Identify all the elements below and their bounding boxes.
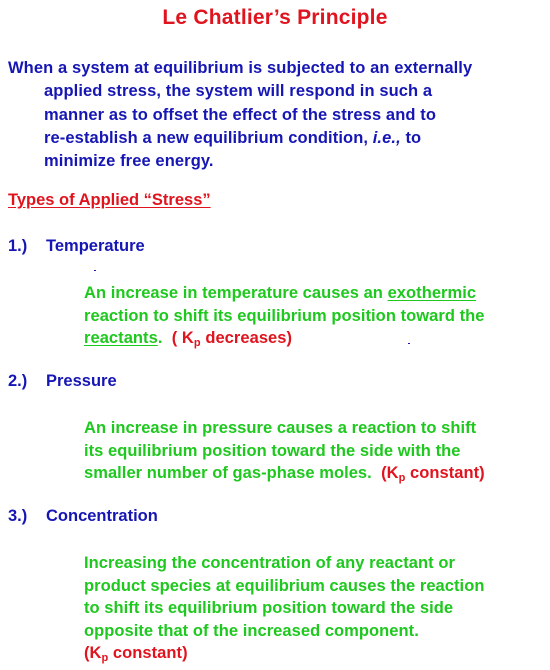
kp-note: ( $K_p$ decreases) bbox=[171, 329, 293, 349]
kp-note: ($K_p$ constant) bbox=[381, 464, 485, 484]
body-line: reaction to shift its equilibrium position toward the bbox=[84, 306, 485, 325]
statement-line: manner as to offset the effect of the stress and to bbox=[44, 105, 437, 124]
kp-note: ($K_p$ constant) bbox=[84, 644, 188, 664]
item-body-pressure bbox=[84, 417, 546, 490]
statement-text: re-establish a new equilibrium condition, bbox=[44, 128, 373, 147]
item-body-concentration bbox=[84, 552, 546, 670]
principle-statement bbox=[8, 57, 548, 173]
body-text: . bbox=[157, 329, 163, 347]
item-heading-concentration bbox=[8, 507, 158, 526]
stray-speck bbox=[94, 270, 96, 271]
body-line: product species at equilibrium causes the reaction bbox=[84, 576, 485, 595]
types-heading: Types of Applied “Stress” bbox=[8, 191, 211, 209]
exothermic-term: exothermic bbox=[387, 284, 477, 302]
body-line bbox=[84, 462, 546, 490]
reactants-term: reactants bbox=[84, 329, 158, 347]
body-line: Increasing the concentration of any reactant or bbox=[84, 554, 455, 572]
item-number: 2.) bbox=[8, 372, 28, 390]
stray-speck bbox=[408, 343, 410, 344]
statement-line: applied stress, the system will respond in such a bbox=[44, 82, 433, 101]
body-line: to shift its equilibrium position toward the side bbox=[84, 599, 454, 617]
item-label: Concentration bbox=[46, 507, 158, 525]
item-body-temperature bbox=[84, 282, 546, 355]
ie-abbreviation: i.e., bbox=[372, 128, 401, 147]
item-label: Temperature bbox=[46, 237, 145, 255]
body-line: its equilibrium position toward the side with the bbox=[84, 441, 461, 460]
item-label: Pressure bbox=[46, 372, 117, 390]
statement-line: When a system at equilibrium is subjected to an externally bbox=[8, 59, 473, 77]
item-heading-pressure bbox=[8, 372, 117, 391]
body-line: An increase in pressure causes a reaction to shift bbox=[84, 419, 477, 437]
page-title: Le Chatlier’s Principle bbox=[162, 6, 388, 29]
body-text: smaller number of gas-phase moles. bbox=[84, 464, 372, 482]
item-number: 1.) bbox=[8, 237, 28, 255]
body-line: opposite that of the increased component. bbox=[84, 621, 419, 640]
statement-line: minimize free energy. bbox=[44, 152, 214, 171]
item-heading-temperature bbox=[8, 237, 145, 256]
statement-text: to bbox=[400, 128, 422, 147]
body-line bbox=[84, 282, 546, 305]
body-text: An increase in temperature causes an bbox=[84, 284, 388, 302]
statement-line bbox=[8, 127, 548, 150]
item-number: 3.) bbox=[8, 507, 28, 525]
body-line bbox=[84, 327, 546, 355]
